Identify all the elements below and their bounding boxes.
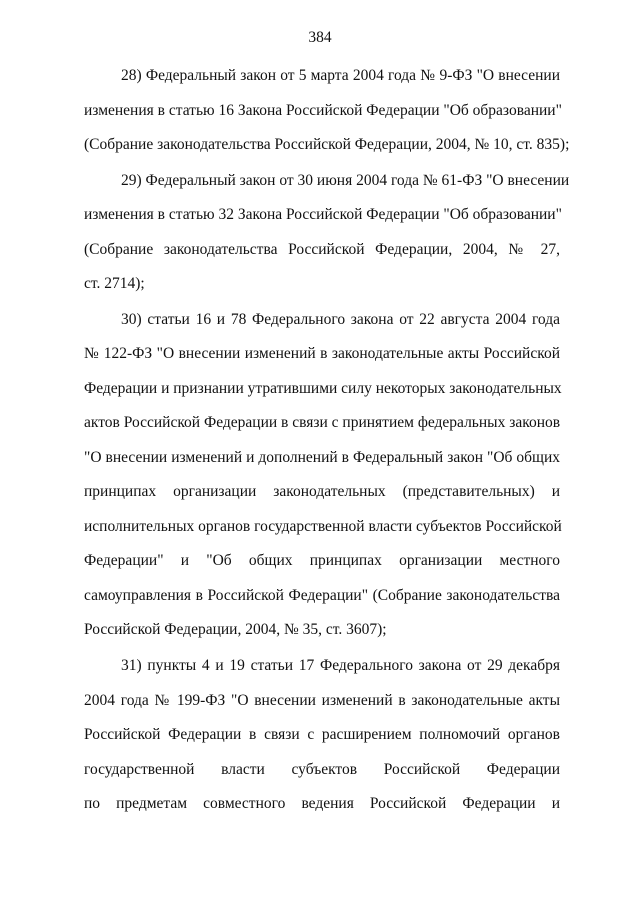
- page-number: 384: [308, 29, 332, 46]
- item-31-line-1: 31) пункты 4 и 19 статьи 17 Федерального закона от 29 декабря: [121, 657, 560, 674]
- item-30-line-9: самоуправления в Российской Федерации" (Собрание законодательства: [84, 587, 560, 604]
- item-29-line-3: (Собрание законодательства Российской Федерации, 2004, № 27,: [84, 241, 560, 258]
- item-29-line-1: 29) Федеральный закон от 30 июня 2004 года № 61-ФЗ "О внесении: [121, 172, 570, 189]
- item-30-line-7: исполнительных органов государственной власти субъектов Российской: [84, 518, 562, 535]
- item-28-line-2: изменения в статью 16 Закона Российской Федерации "Об образовании": [84, 102, 562, 119]
- item-30-line-3: Федерации и признании утратившими силу некоторых законодательных: [84, 380, 562, 397]
- item-30-line-8: Федерации" и "Об общих принципах организации местного: [84, 552, 560, 569]
- item-30-line-6: принципах организации законодательных (представительных) и: [84, 483, 560, 500]
- item-31-line-2: 2004 года № 199-ФЗ "О внесении изменений в законодательные акты: [84, 692, 560, 709]
- item-30-line-2: № 122-ФЗ "О внесении изменений в законодательные акты Российской: [84, 345, 560, 362]
- item-28-line-3: (Собрание законодательства Российской Федерации, 2004, № 10, ст. 835);: [84, 136, 570, 153]
- item-30-line-10: Российской Федерации, 2004, № 35, ст. 3607);: [84, 621, 387, 638]
- item-28-line-1: 28) Федеральный закон от 5 марта 2004 года № 9-ФЗ "О внесении: [121, 67, 560, 84]
- item-31-line-5: по предметам совместного ведения Российской Федерации и: [84, 795, 560, 812]
- item-30-line-4: актов Российской Федерации в связи с принятием федеральных законов: [84, 414, 561, 431]
- item-31-line-3: Российской Федерации в связи с расширением полномочий органов: [84, 726, 560, 743]
- item-30-line-5: "О внесении изменений и дополнений в Федеральный закон "Об общих: [84, 449, 560, 466]
- item-29-line-2: изменения в статью 32 Закона Российской Федерации "Об образовании": [84, 206, 562, 223]
- item-31-line-4: государственной власти субъектов Российской Федерации: [84, 761, 560, 778]
- item-30-line-1: 30) статьи 16 и 78 Федерального закона от 22 августа 2004 года: [121, 311, 560, 328]
- item-29-line-4: ст. 2714);: [84, 275, 145, 292]
